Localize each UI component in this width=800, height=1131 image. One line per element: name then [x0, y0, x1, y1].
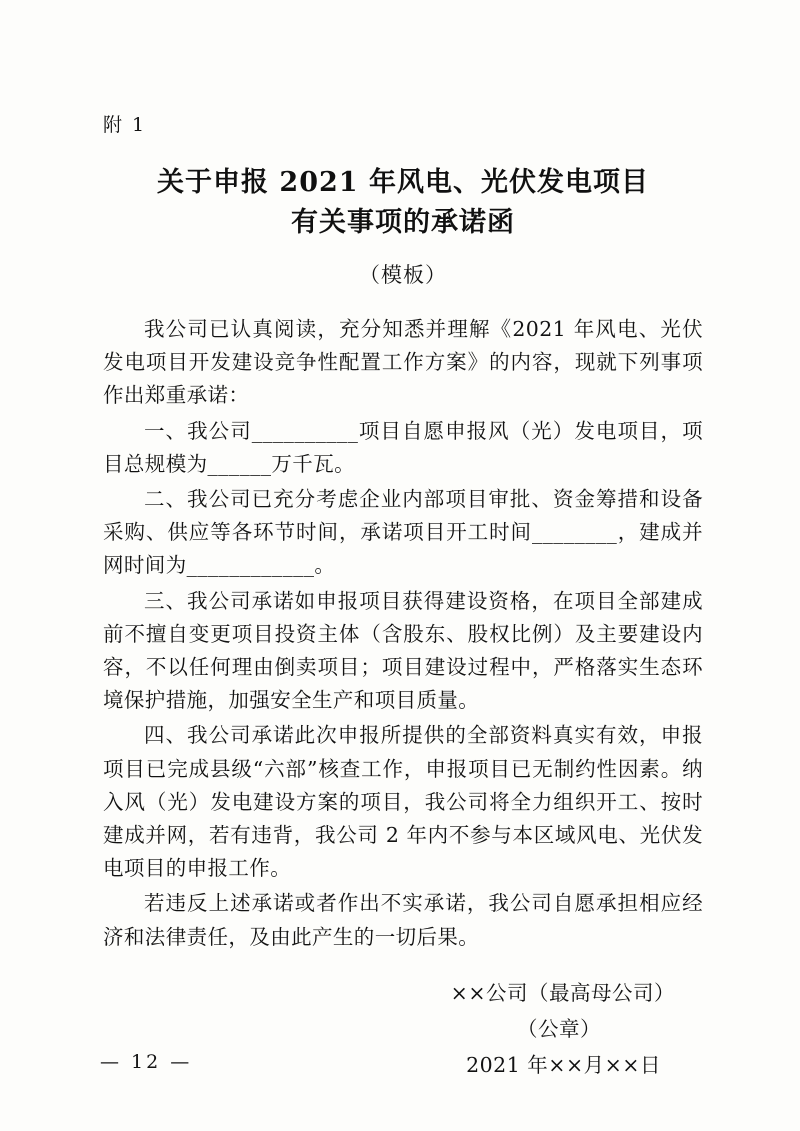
title-line-2: 有关事项的承诺函 [291, 206, 515, 238]
signature-date: 2021 年××月××日 [466, 1052, 661, 1077]
paragraph-item-3: 三、我公司承诺如申报项目获得建设资格，在项目全部建成前不擅自变更项目投资主体（含股东、股权比例）及主要建设内容，不以任何理由倒卖项目；项目建设过程中，严格落实生态环境保护措施，加强安全生产和项目质量。 [103, 588, 703, 713]
paragraph-item-2: 二、我公司已充分考虑企业内部项目审批、资金筹措和设备采购、供应等各环节时间，承诺项目开工时间________，建成并网时间为____________。 [103, 486, 703, 578]
document-body [103, 313, 703, 954]
signature-seal: （公章） [517, 1016, 601, 1041]
title-line-1: 关于申报 2021 年风电、光伏发电项目 [157, 167, 649, 198]
paragraph-item-4: 四、我公司承诺此次申报所提供的全部资料真实有效，申报项目已完成县级“六部”核查工作，申报项目已无制约性因素。纳入风（光）发电建设方案的项目，我公司将全力组织开工、按时建成并网，若有违背，我公司 2 年内不参与本区域风电、光伏发电项目的申报工作。 [103, 723, 703, 881]
signature-company: ××公司（最高母公司） [450, 980, 675, 1005]
page-number: — 12 — [100, 1051, 193, 1073]
signature-block [103, 976, 703, 1084]
paragraph-intro: 我公司已认真阅读，充分知悉并理解《2021 年风电、光伏发电项目开发建设竞争性配置工作方案》的内容，现就下列事项作出郑重承诺： [103, 316, 703, 408]
document-title [103, 163, 703, 243]
paragraph-item-1: 一、我公司__________项目自愿申报风（光）发电项目，项目总规模为______万千瓦。 [103, 418, 703, 476]
attachment-label: 附 1 [103, 114, 147, 136]
paragraph-closing: 若违反上述承诺或者作出不实承诺，我公司自愿承担相应经济和法律责任，及由此产生的一切后果。 [103, 891, 703, 949]
document-content [103, 110, 703, 1083]
document-subtitle: （模板） [359, 262, 447, 287]
